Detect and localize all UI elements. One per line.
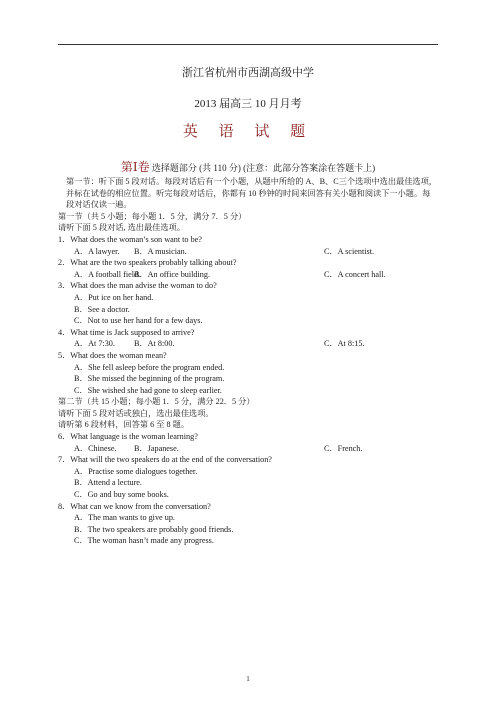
section2-material-note: 请听第 6 段材料，回答第 6 至 8 题。 [58, 420, 190, 430]
option-c: C．The woman hasn’t made any progress. [74, 536, 214, 546]
option-b: B．An office building. [134, 269, 211, 279]
question-8-stem: 8．What can we know from the conversation? [58, 501, 211, 511]
exam-title: 2013 届高三 10 月月考 [194, 98, 302, 110]
option-a: A．A football field. [74, 269, 141, 279]
option-c: C．Go and buy some books. [74, 490, 169, 500]
option-a: A．Put ice on her hand. [74, 292, 154, 302]
option-c: C．A scientist. [324, 246, 375, 256]
option-a: A．A lawyer. [74, 246, 120, 256]
option-a: A．Practise some dialogues together. [74, 466, 198, 476]
option-b: B．See a doctor. [74, 304, 130, 314]
school-name: 浙江省杭州市西湖高级中学 [182, 67, 314, 79]
part-info: 选择题部分 (共 110 分) (注意：此部分答案涂在答题卡上) [151, 163, 376, 173]
document-body [58, 176, 438, 547]
part-roll: 第Ⅰ卷 [120, 160, 150, 174]
question-4-options [58, 338, 438, 350]
section1-instruction: 请听下面 5 段对话, 选出最佳选项。 [58, 223, 185, 233]
section1-description: 第一节：听下面 5 段对话。每段对话后有一个小题，从题中所给的 A、B、C三个选项中选出最佳选项，并标在试卷的相应位置。听完每段对话后，你都有 10 秒钟的时间来回答有关小题和阅读下一小题。每段对话仅读一遍。 [66, 177, 437, 210]
option-b: B．A musician. [134, 246, 187, 256]
question-7-stem: 7．What will the two speakers do at the end of the conversation? [58, 455, 272, 465]
subject-title: 英 语 试 题 [182, 122, 314, 140]
top-rule [58, 44, 438, 45]
option-c: C．She wished she had gone to sleep earlier. [74, 385, 222, 395]
option-a: A．She fell asleep before the program ended. [74, 362, 225, 372]
question-6-stem: 6．What language is the woman learning? [58, 432, 198, 442]
section1-heading: 第一节（共 5 小题；每小题 1．5 分，满分 7．5 分） [58, 211, 247, 221]
option-b: B．The two speakers are probably good friends. [74, 524, 234, 534]
section2-instruction: 请听下面 5 段对话或独白，选出最佳选项。 [58, 408, 214, 418]
option-b: B．She missed the beginning of the program. [74, 374, 225, 384]
question-5-stem: 5．What does the woman mean? [58, 350, 167, 360]
part-heading [0, 158, 496, 175]
question-2-stem: 2．What are the two speakers probably talking about? [58, 258, 237, 268]
option-b: B．Attend a lecture. [74, 478, 142, 488]
option-c: C．A concert hall. [324, 269, 386, 279]
option-a: A．At 7:30. [74, 339, 115, 349]
option-a: A．The man wants to give up. [74, 513, 175, 523]
question-3-stem: 3．What does the man advise the woman to do? [58, 281, 217, 291]
section2-heading: 第二节（共 15 小题；每小题 1．5 分，满分 22．5 分） [58, 397, 255, 407]
option-b: B．At 8:00. [134, 339, 175, 349]
question-2-options [58, 269, 438, 281]
option-b: B．Japanese. [134, 443, 179, 453]
question-1-stem: 1．What does the woman’s son want to be? [58, 234, 202, 244]
page-number: 1 [246, 675, 250, 683]
option-c: C．French. [324, 443, 363, 453]
question-1-options [58, 246, 438, 258]
question-6-options [58, 443, 438, 455]
question-4-stem: 4．What time is Jack supposed to arrive? [58, 327, 195, 337]
option-a: A．Chinese. [74, 443, 117, 453]
option-c: C．At 8:15. [324, 339, 365, 349]
option-c: C．Not to use her hand for a few days. [74, 316, 203, 326]
